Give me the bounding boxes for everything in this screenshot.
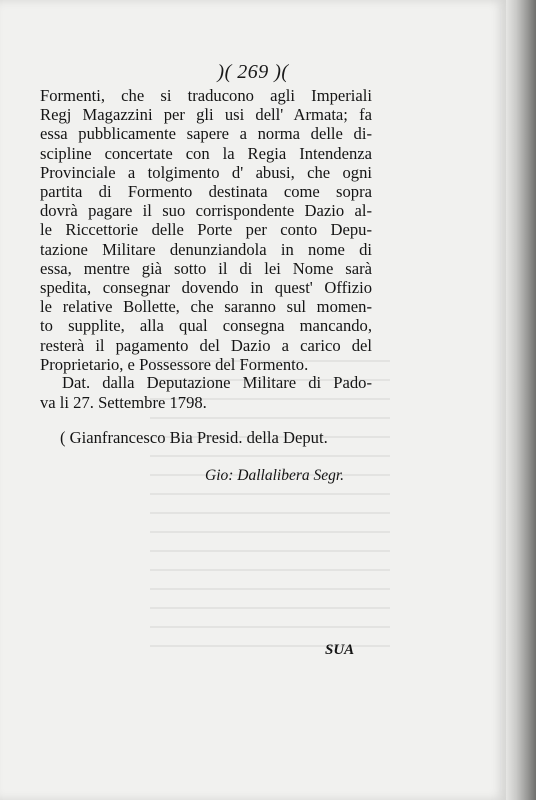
page-number-header: )( 269 )( <box>217 61 289 83</box>
body-paragraph <box>40 86 372 374</box>
body-line: Proprietario, e Possessore del Formento. <box>40 354 309 374</box>
president-signature: ( Gianfrancesco Bia Presid. della Deput. <box>60 428 328 447</box>
body-line: Provinciale a tolgimento d' abusi, che ogni <box>40 162 372 182</box>
body-line: le relative Bollette, che saranno sul momen- <box>40 297 372 317</box>
body-line: tazione Militare denunziandola in nome di <box>40 239 372 259</box>
body-line: Formenti, che si traducono agli Imperiali <box>40 86 372 105</box>
dateline <box>40 373 372 412</box>
page-edge-shadow <box>506 0 536 800</box>
body-line: Regj Magazzini per gli usi dell' Armata; fa <box>40 105 372 125</box>
catchword: SUA <box>325 642 355 658</box>
dateline-line: Dat. dalla Deputazione Militare di Pado- <box>62 373 372 392</box>
body-line: resterà il pagamento del Dazio a carico del <box>40 335 372 355</box>
body-line: scipline concertate con la Regia Intendenza <box>40 143 372 163</box>
body-line: to supplite, alla qual consegna mancando, <box>40 316 372 336</box>
dateline-line: va li 27. Settembre 1798. <box>40 392 207 412</box>
body-line: spedita, consegnar dovendo in quest' Offizio <box>40 278 372 298</box>
body-line: partita di Formento destinata come sopra <box>40 182 372 202</box>
body-line: essa pubblicamente sapere a norma delle di- <box>40 124 372 144</box>
body-line: dovrà pagare il suo corrispondente Dazio al- <box>40 201 372 221</box>
body-line: le Riccettorie delle Porte per conto Depu- <box>40 220 372 240</box>
body-line: essa, mentre già sotto il di lei Nome sarà <box>40 258 372 278</box>
secretary-signature: Gio: Dallalibera Segr. <box>205 467 345 484</box>
